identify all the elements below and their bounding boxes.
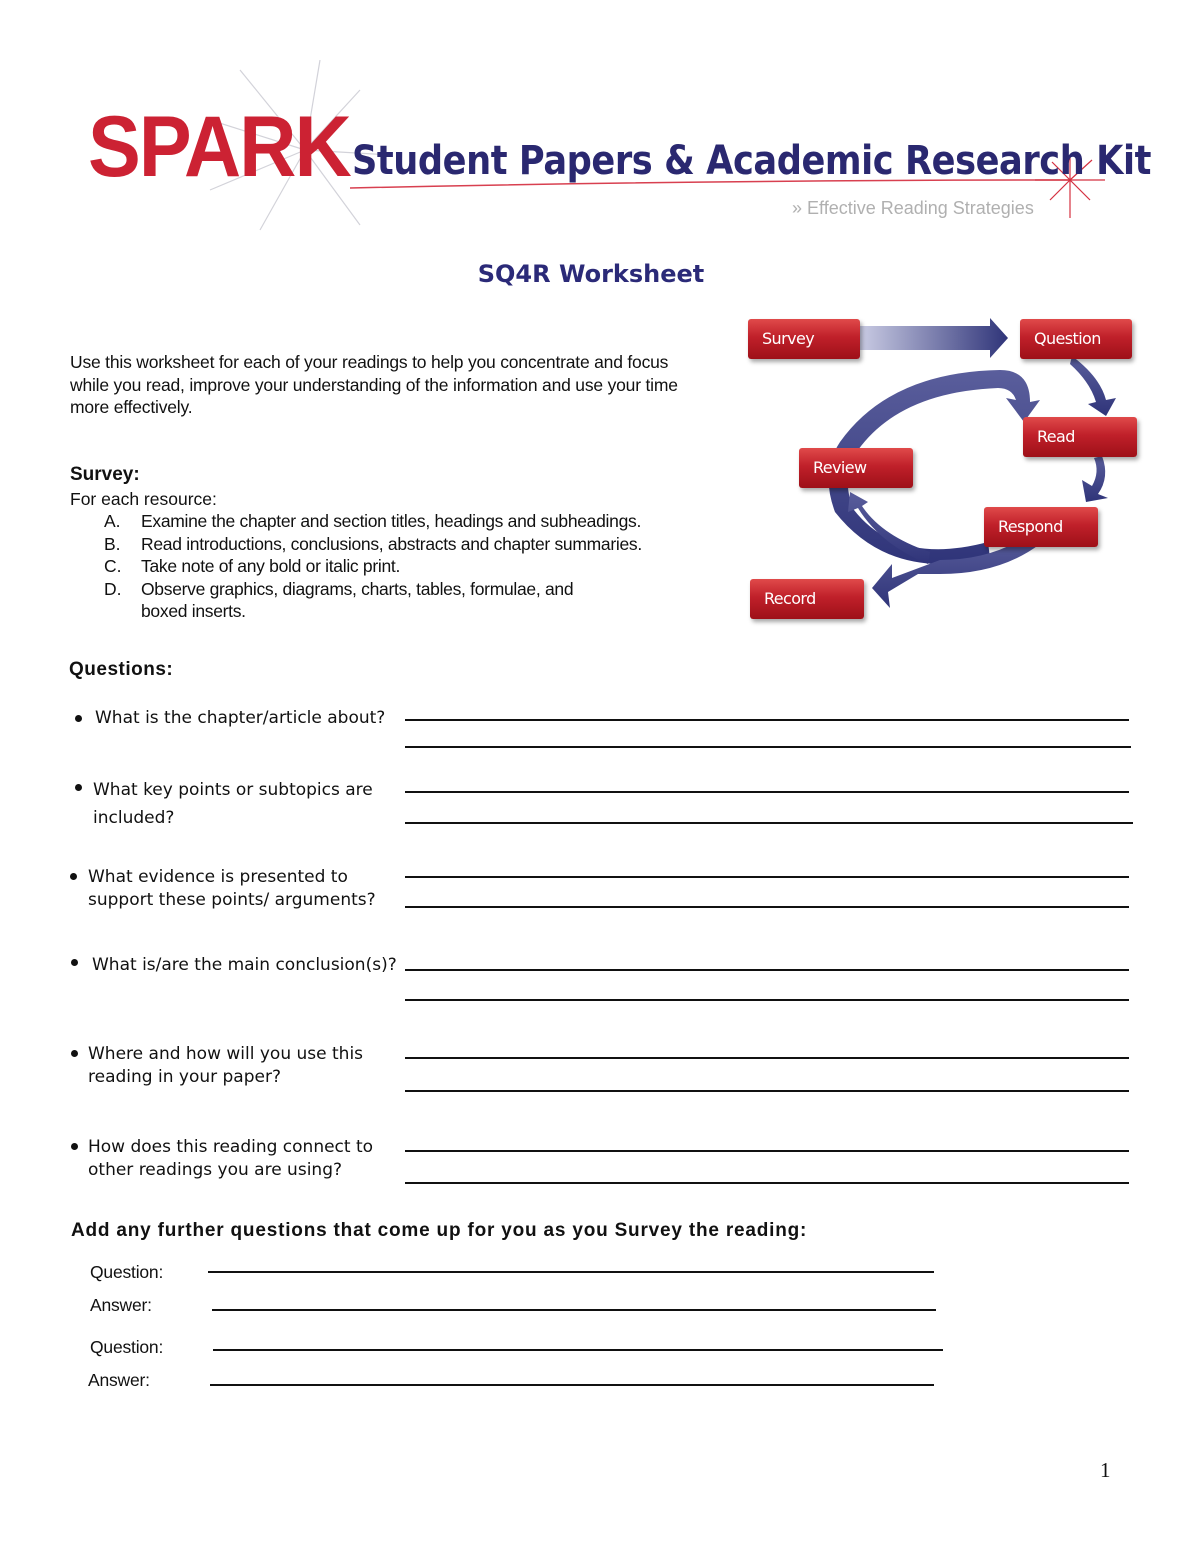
question-line: reading in your paper? — [88, 1067, 281, 1087]
arrow-read-respond — [1082, 456, 1108, 502]
question-field[interactable] — [208, 1271, 934, 1273]
question-text — [92, 954, 397, 977]
survey-item-text: Observe graphics, diagrams, charts, tables, formulae, and boxed inserts. — [141, 578, 574, 621]
answer-line[interactable] — [405, 719, 1129, 721]
arrow-survey-question — [860, 318, 1008, 358]
bullet-icon — [75, 715, 82, 722]
answer-line[interactable] — [405, 791, 1129, 793]
stage-question: Question — [1020, 319, 1132, 359]
survey-item-text: Read introductions, conclusions, abstracts and chapter summaries. — [141, 533, 642, 554]
bullet-icon — [71, 959, 78, 966]
question-field[interactable] — [213, 1349, 943, 1351]
question-text — [88, 1043, 363, 1089]
page-number: 1 — [1100, 1458, 1111, 1482]
question-label: Question: — [90, 1337, 164, 1357]
survey-item — [104, 510, 724, 533]
question-line: What evidence is presented to — [88, 867, 348, 887]
question-line: How does this reading connect to — [88, 1137, 374, 1157]
logo-wordmark: SPARK — [88, 99, 350, 195]
answer-label: Answer: — [90, 1295, 152, 1315]
questions-heading: Questions: — [69, 659, 174, 680]
question-text — [88, 1136, 373, 1182]
question-line: What is the chapter/article about? — [95, 708, 386, 728]
answer-label: Answer: — [88, 1370, 150, 1390]
answer-field[interactable] — [212, 1309, 936, 1311]
answer-line[interactable] — [405, 1150, 1129, 1152]
survey-item-letter: D. — [104, 578, 122, 599]
arrow-question-read — [1070, 356, 1116, 416]
answer-line[interactable] — [405, 999, 1129, 1001]
stage-record: Record — [750, 579, 864, 619]
sq4r-cycle-diagram — [740, 312, 1150, 632]
question-text — [95, 707, 385, 730]
bullet-icon — [71, 1143, 78, 1150]
survey-heading: Survey: — [70, 464, 140, 485]
answer-field[interactable] — [210, 1384, 934, 1386]
survey-lead: For each resource: — [70, 489, 217, 509]
spark-logo — [60, 60, 1151, 240]
survey-item-letter: B. — [104, 533, 121, 554]
answer-line[interactable] — [405, 906, 1129, 908]
stage-respond: Respond — [984, 507, 1098, 547]
question-line: Where and how will you use this — [88, 1044, 364, 1064]
question-label: Question: — [90, 1262, 164, 1282]
answer-line[interactable] — [405, 822, 1133, 824]
answer-line[interactable] — [405, 1057, 1129, 1059]
question-line: support these points/ arguments? — [88, 890, 376, 910]
survey-item — [104, 533, 724, 556]
survey-item-text: Examine the chapter and section titles, headings and subheadings. — [141, 511, 642, 531]
logo-title: Student Papers & Academic Research Kit — [352, 138, 1151, 184]
answer-line[interactable] — [405, 876, 1129, 878]
bullet-icon — [70, 873, 77, 880]
further-questions-heading: Add any further questions that come up for you as you Survey the reading: — [71, 1220, 808, 1241]
question-text — [88, 866, 376, 912]
answer-line[interactable] — [405, 1182, 1129, 1184]
question-line: What is/are the main conclusion(s)? — [92, 955, 397, 975]
question-line: What key points or subtopics are — [93, 780, 373, 800]
survey-item-letter: C. — [104, 556, 122, 576]
stage-review: Review — [799, 448, 913, 488]
answer-line[interactable] — [405, 969, 1129, 971]
page-title: SQ4R Worksheet — [477, 260, 705, 288]
survey-item-text: Take note of any bold or italic print. — [141, 556, 401, 576]
intro-paragraph: Use this worksheet for each of your readings to help you concentrate and focus while you read, improve your understanding of the information and use your time more effectively. — [70, 352, 678, 417]
answer-line[interactable] — [405, 746, 1131, 748]
survey-item-letter: A. — [104, 511, 121, 531]
bullet-icon — [75, 784, 82, 791]
question-text — [93, 776, 373, 832]
logo-subtitle: » Effective Reading Strategies — [792, 198, 1034, 218]
survey-item — [104, 555, 724, 578]
stage-read: Read — [1023, 417, 1137, 457]
answer-line[interactable] — [405, 1090, 1129, 1092]
question-line: included? — [93, 808, 175, 828]
survey-list — [104, 510, 724, 623]
stage-survey: Survey — [748, 319, 860, 359]
question-line: other readings you are using? — [88, 1160, 343, 1180]
survey-item — [104, 578, 724, 623]
bullet-icon — [71, 1050, 78, 1057]
